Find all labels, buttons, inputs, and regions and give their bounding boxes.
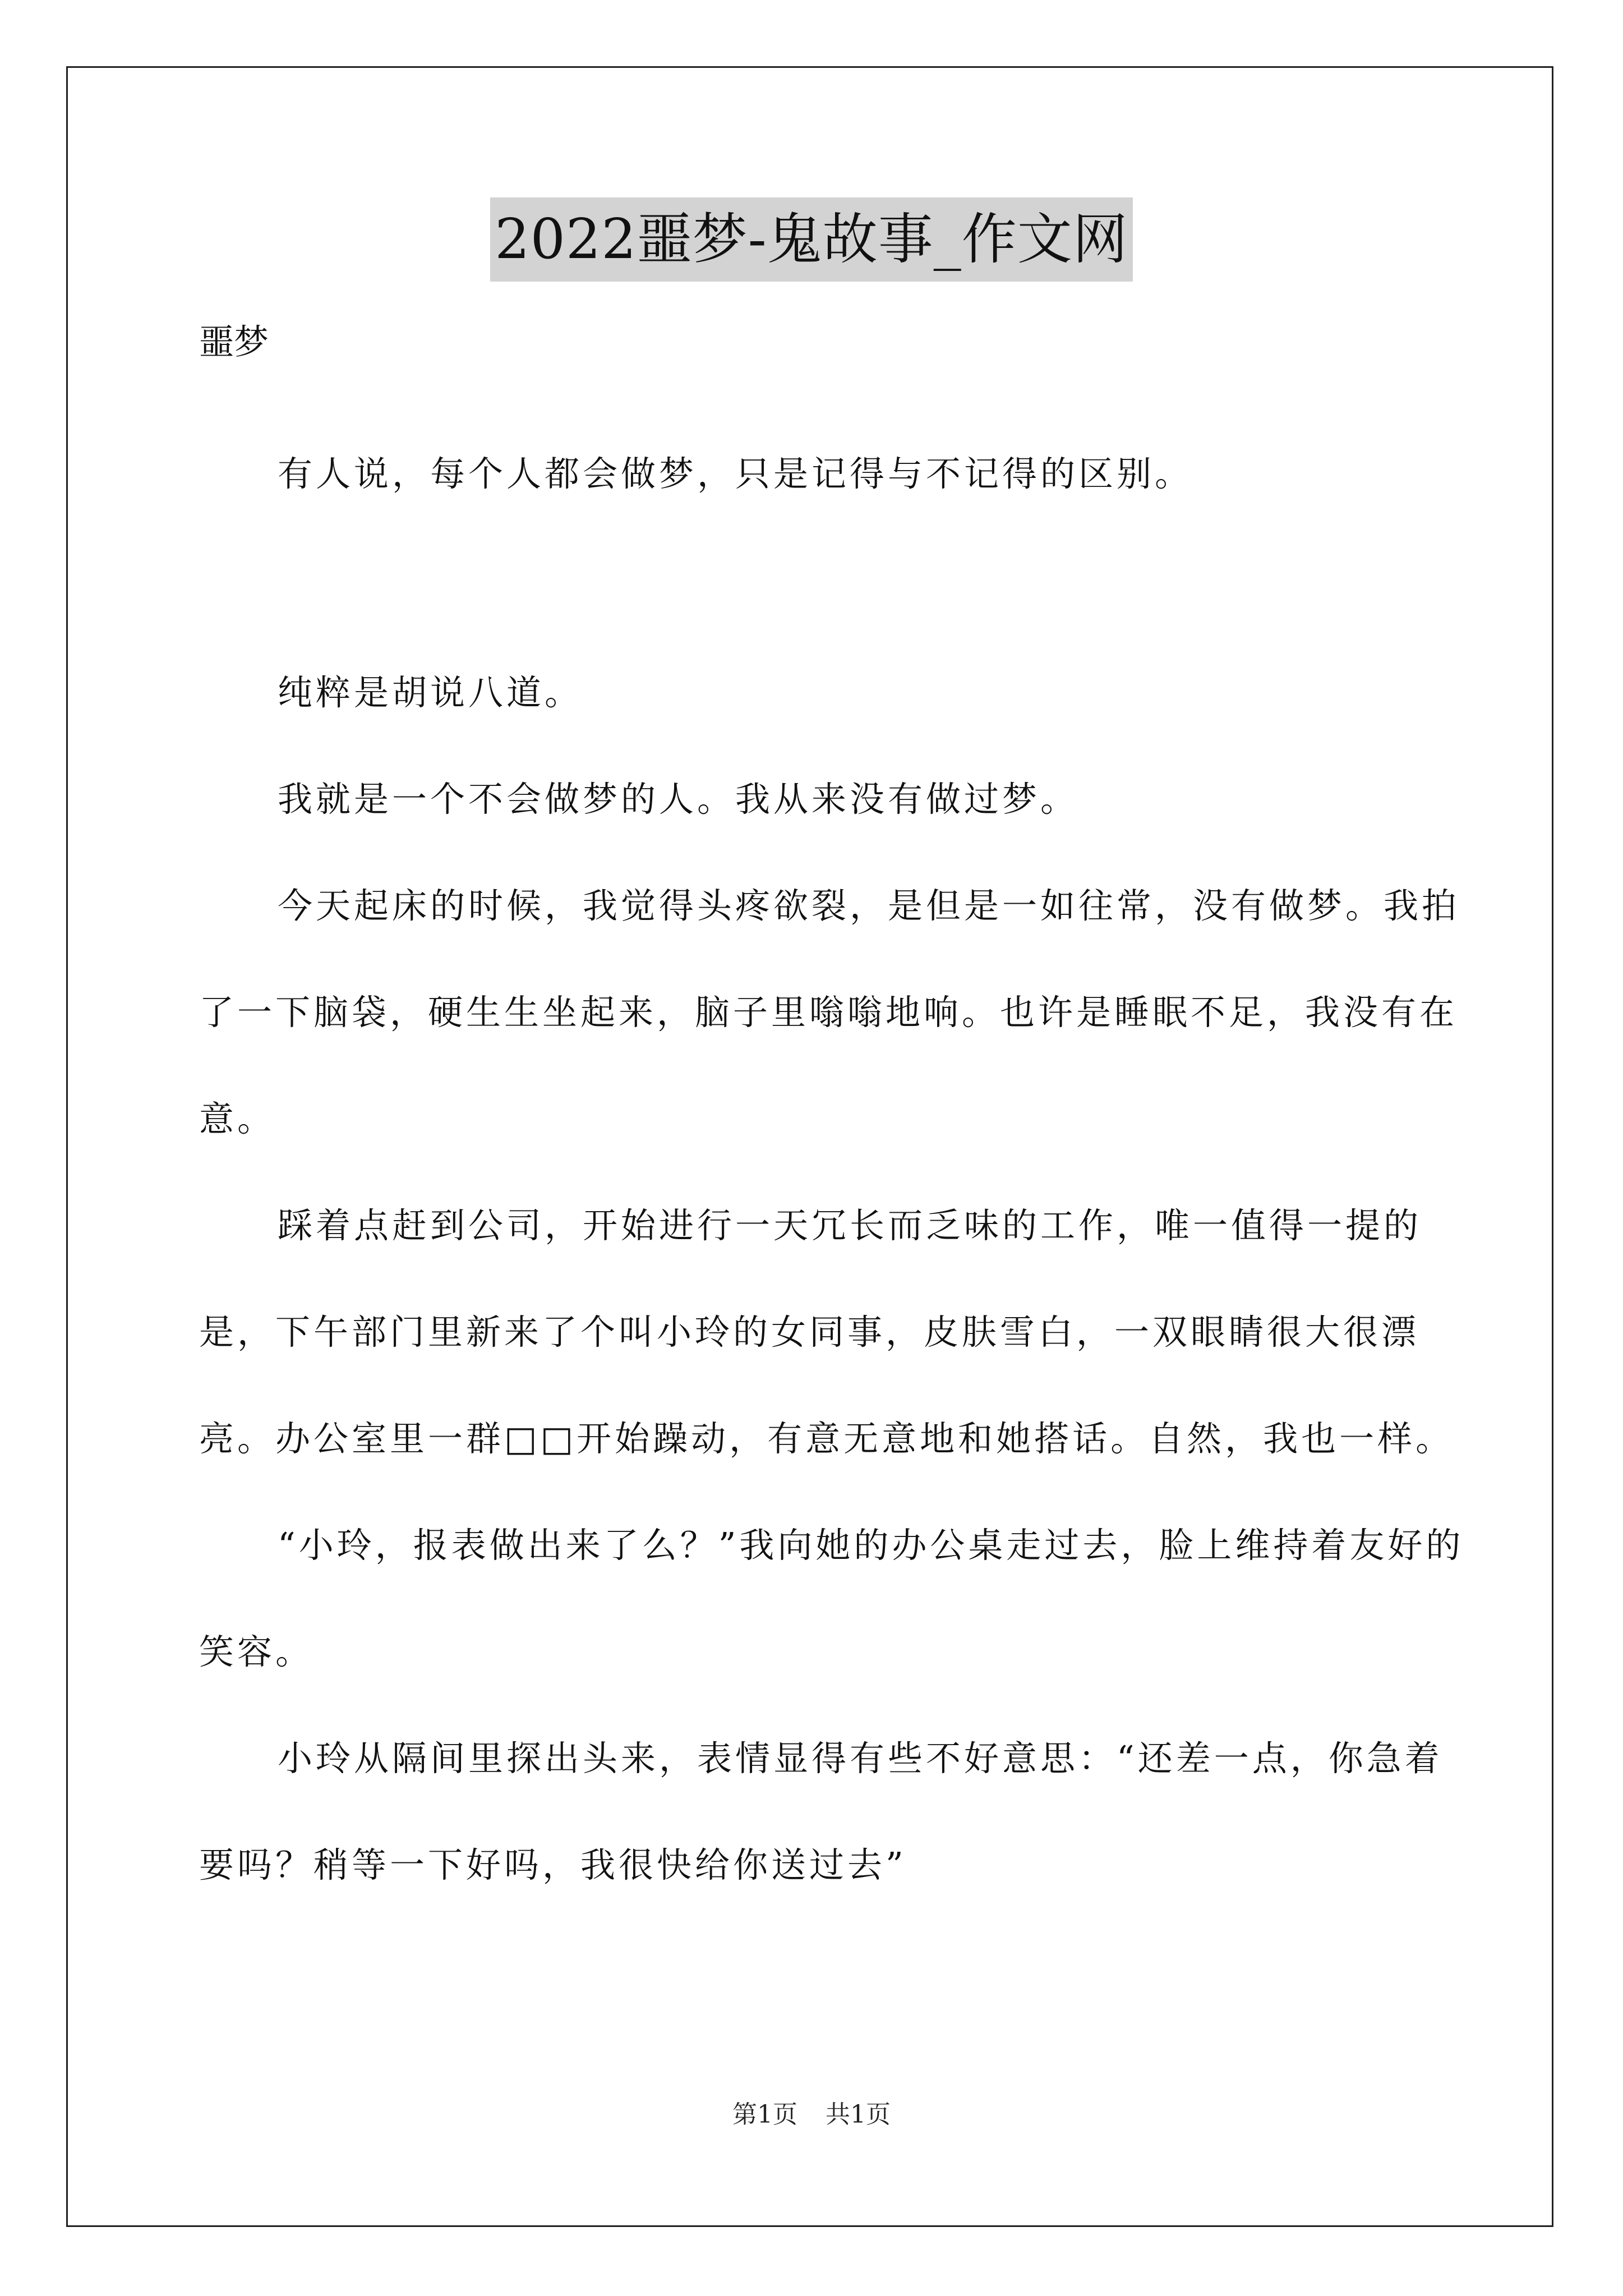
section-heading: 噩梦 — [199, 321, 269, 362]
page-number-current: 第1页 — [732, 2100, 797, 2129]
page-number-total: 共1页 — [826, 2100, 891, 2129]
paragraph: 有人说，每个人都会做梦，只是记得与不记得的区别。 — [278, 453, 1193, 494]
paragraph: 纯粹是胡说八道。 — [278, 672, 583, 713]
paragraph: 我就是一个不会做梦的人。我从来没有做过梦。 — [278, 779, 1079, 820]
paragraph: “小玲，报表做出来了么？”我向她的办公桌走过去，脸上维持着友好的笑容。 — [199, 1525, 1464, 1672]
title-container — [0, 197, 1623, 282]
document-title: 2022噩梦-鬼故事_作文网 — [490, 197, 1133, 282]
paragraph: 踩着点赶到公司，开始进行一天冗长而乏味的工作，唯一值得一提的是，下午部门里新来了个叫小玲的女同事，皮肤雪白，一双眼睛很大很漂亮。办公室里一群□□开始躁动，有意无意地和她搭话。自然，我也一样。 — [199, 1205, 1454, 1459]
page-footer — [0, 2098, 1623, 2132]
document-body — [199, 314, 1471, 1918]
paragraph: 今天起床的时候，我觉得头疼欲裂，是但是一如往常，没有做梦。我拍了一下脑袋，硬生生坐起来，脑子里嗡嗡地响。也许是睡眠不足，我没有在意。 — [199, 885, 1460, 1139]
paragraph: 小玲从隔间里探出头来，表情显得有些不好意思：“还差一点，你急着要吗？稍等一下好吗，我很快给你送过去” — [199, 1738, 1443, 1885]
